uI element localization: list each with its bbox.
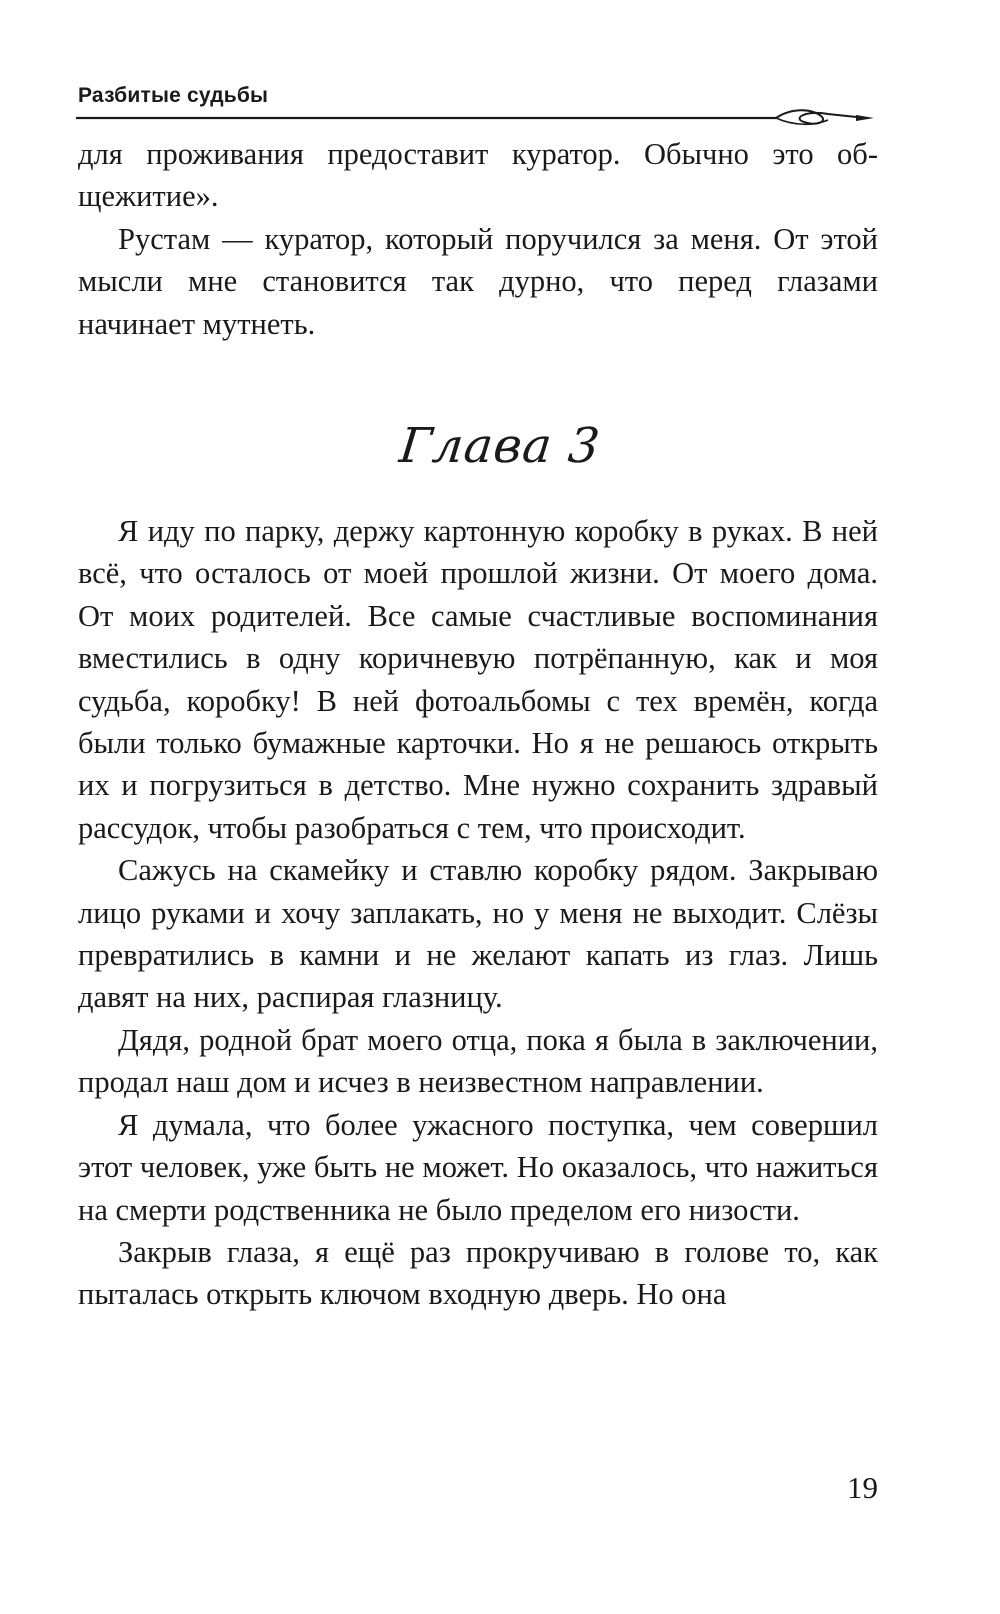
paragraph: Я иду по парку, держу картонную коробку в руках. В ней всё, что осталось от моей прошлой жизни. От моего дома. От моих родителей. Все самые счастливые воспоминания вместились в одну коричневую потрёпанную, как и моя судьба, коробку! В ней фотоальбомы с тех времён, когда были только бумажные карточки. Но я не решаюсь открыть их и погрузиться в детство. Мне нужно сохранить здравый рассудок, чтобы разобраться с тем, что происходит. [78, 514, 878, 845]
paragraph: Дядя, родной брат моего отца, пока я была в заключении, продал наш дом и исчез в неизвестном направлении. [78, 1022, 878, 1100]
header-rule-ornament [76, 104, 876, 130]
paragraph-continued: для проживания предоставит куратор. Обычно это общежитие». [78, 137, 878, 214]
page-number: 19 [847, 1470, 878, 1505]
paragraph: Сажусь на скамейку и ставлю коробку рядом. Закрываю лицо руками и хочу заплакать, но у меня не выходит. Слёзы превратились в камни и не желают капать из глаз. Лишь давят на них, распирая глазницу. [78, 853, 878, 1015]
continued-text [78, 133, 878, 345]
running-head-title: Разбитые судьбы [78, 84, 269, 107]
paragraph: Закрыв глаза, я ещё раз прокручиваю в голове то, как пыталась открыть ключом входную дверь. Но она [78, 1234, 878, 1312]
chapter-body [78, 510, 878, 1316]
paragraph: Рустам — куратор, который поручился за меня. От этой мысли мне становится так дурно, что перед глазами начинает мутнеть. [78, 221, 878, 341]
paragraph: Я думала, что более ужасного поступка, чем совершил этот человек, уже быть не может. Но оказалось, что нажиться на смерти родственника не было пределом его низости. [78, 1107, 878, 1227]
chapter-heading: Глава 3 [396, 418, 604, 474]
